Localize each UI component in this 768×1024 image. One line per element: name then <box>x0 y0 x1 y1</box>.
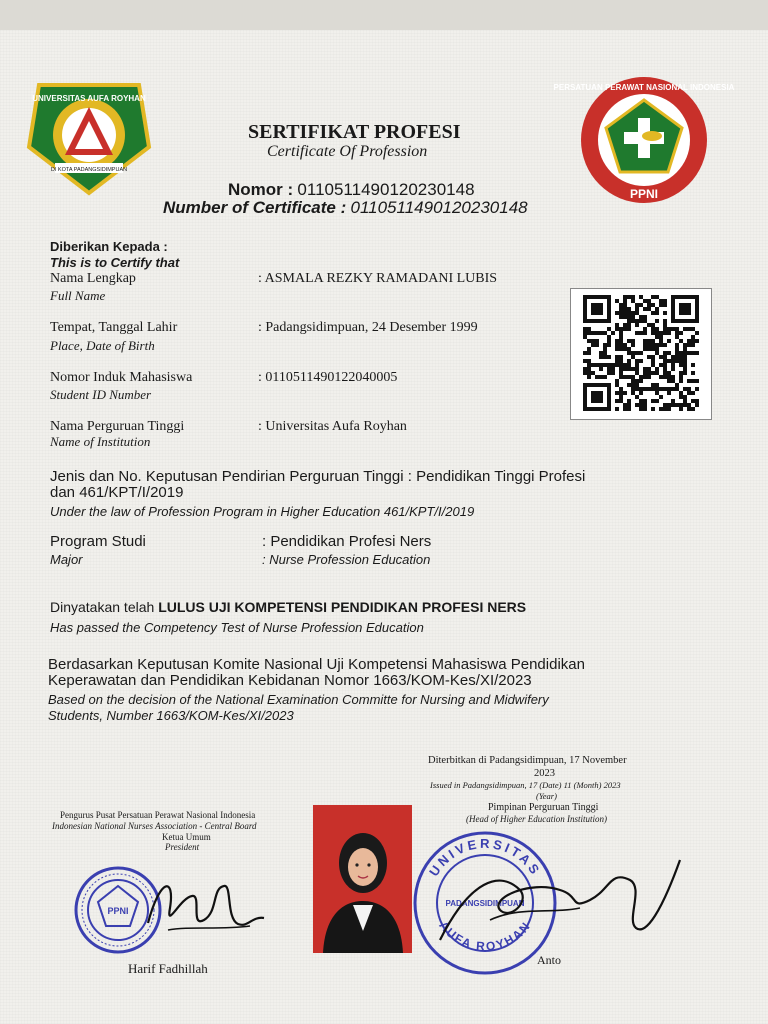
field-label-en-birth: Place, Date of Birth <box>50 338 155 353</box>
passed-line-en: Has passed the Competency Test of Nurse Profession Education <box>50 620 424 635</box>
field-value-student-id: : 0110511490122040005 <box>258 370 398 385</box>
issued-line-2: 2023 <box>534 768 555 779</box>
student-photo <box>313 805 412 953</box>
left-sign-name: Harif Fadhillah <box>128 961 208 976</box>
passed-title: LULUS UJI KOMPETENSI PENDIDIKAN PROFESI NERS <box>158 599 527 615</box>
passed-line <box>50 599 526 615</box>
decree-line-en: Under the law of Profession Program in Higher Education 461/KPT/I/2019 <box>50 504 475 519</box>
given-to-label: Diberikan Kepada : <box>50 239 168 254</box>
logo-left-bottom-text: DI KOTA PADANGSIDIMPUAN <box>50 167 128 173</box>
stamp-ring-top: UNIVERSITAS <box>426 835 544 879</box>
university-logo <box>25 77 153 195</box>
field-label-en-institution: Name of Institution <box>50 434 151 449</box>
nomor-value: 0110511490120230148 <box>297 180 475 199</box>
program-value-en: : Nurse Profession Education <box>262 552 431 567</box>
decree-line-1: Jenis dan No. Keputusan Pendirian Perguruan Tinggi : Pendidikan Tinggi Profesi <box>50 468 586 485</box>
number-label: Number of Certificate : <box>163 198 347 217</box>
left-sign-org-en: Indonesian National Nurses Association - Central Board <box>52 821 257 831</box>
field-value-full-name: : ASMALA REZKY RAMADANI LUBIS <box>258 271 498 286</box>
issued-role: Pimpinan Perguruan Tinggi <box>488 802 599 813</box>
number-value: 0110511490120230148 <box>350 198 528 217</box>
issued-role-en: (Head of Higher Education Institution) <box>466 814 607 824</box>
program-value: : Pendidikan Profesi Ners <box>262 533 432 550</box>
field-label-birth: Tempat, Tanggal Lahir <box>50 320 178 335</box>
right-sign-name: Anto <box>537 953 561 967</box>
certificate-title: SERTIFIKAT PROFESI <box>248 121 461 143</box>
stamp-center-text: PADANGSIDIMPUAN <box>445 899 525 908</box>
logo-right-ring-text: PERSATUAN PERAWAT NASIONAL INDONESIA <box>553 83 735 92</box>
basis-line-1: Berdasarkan Keputusan Komite Nasional Uji Kompetensi Mahasiswa Pendidikan <box>48 656 585 673</box>
nomor-label: Nomor : <box>228 180 294 199</box>
field-label-student-id: Nomor Induk Mahasiswa <box>50 370 193 385</box>
right-signature <box>430 850 690 960</box>
left-sign-org: Pengurus Pusat Persatuan Perawat Nasional Indonesia <box>60 810 256 820</box>
field-value-birth: : Padangsidimpuan, 24 Desember 1999 <box>258 320 478 335</box>
decree-line-2: dan 461/KPT/I/2019 <box>50 484 184 501</box>
program-label-en: Major <box>50 552 83 567</box>
left-sign-role: Ketua Umum <box>162 832 211 842</box>
certificate-number-en-row <box>163 198 528 218</box>
field-label-institution: Nama Perguruan Tinggi <box>50 419 185 434</box>
qr-code <box>570 288 712 420</box>
field-label-en-full-name: Full Name <box>50 288 106 303</box>
left-sign-role-en: President <box>165 842 200 852</box>
passed-prefix: Dinyatakan telah <box>50 599 155 615</box>
scan-background <box>0 0 768 30</box>
issued-line-1: Diterbitkan di Padangsidimpuan, 17 November <box>428 755 627 766</box>
stamp-ring-bottom: AUFA ROYHAN <box>436 918 534 954</box>
ppni-logo <box>553 74 735 206</box>
left-signature <box>140 868 270 948</box>
field-label-en-student-id: Student ID Number <box>50 387 152 402</box>
certificate-subtitle: Certificate Of Profession <box>267 143 428 160</box>
given-to-label-en: This is to Certify that <box>50 255 180 270</box>
basis-line-2-en: Students, Number 1663/KOM-Kes/XI/2023 <box>48 708 294 723</box>
field-label-full-name: Nama Lengkap <box>50 271 136 286</box>
issued-line-1-en: Issued in Padangsidimpuan, 17 (Date) 11 (Month) 2023 <box>430 780 621 790</box>
logo-left-top-text: UNIVERSITAS AUFA ROYHAN <box>32 94 146 103</box>
field-value-institution: : Universitas Aufa Royhan <box>258 419 407 434</box>
certificate-number-row <box>228 180 475 200</box>
program-label: Program Studi <box>50 533 146 550</box>
issued-line-2-en: (Year) <box>536 791 557 801</box>
basis-line-2: Keperawatan dan Pendidikan Kebidanan Nomor 1663/KOM-Kes/XI/2023 <box>48 672 532 689</box>
ppni-stamp-text: PPNI <box>107 906 129 916</box>
logo-right-bottom-text: PPNI <box>629 187 659 201</box>
basis-line-1-en: Based on the decision of the National Examination Committe for Nursing and Midwifery <box>48 692 549 707</box>
